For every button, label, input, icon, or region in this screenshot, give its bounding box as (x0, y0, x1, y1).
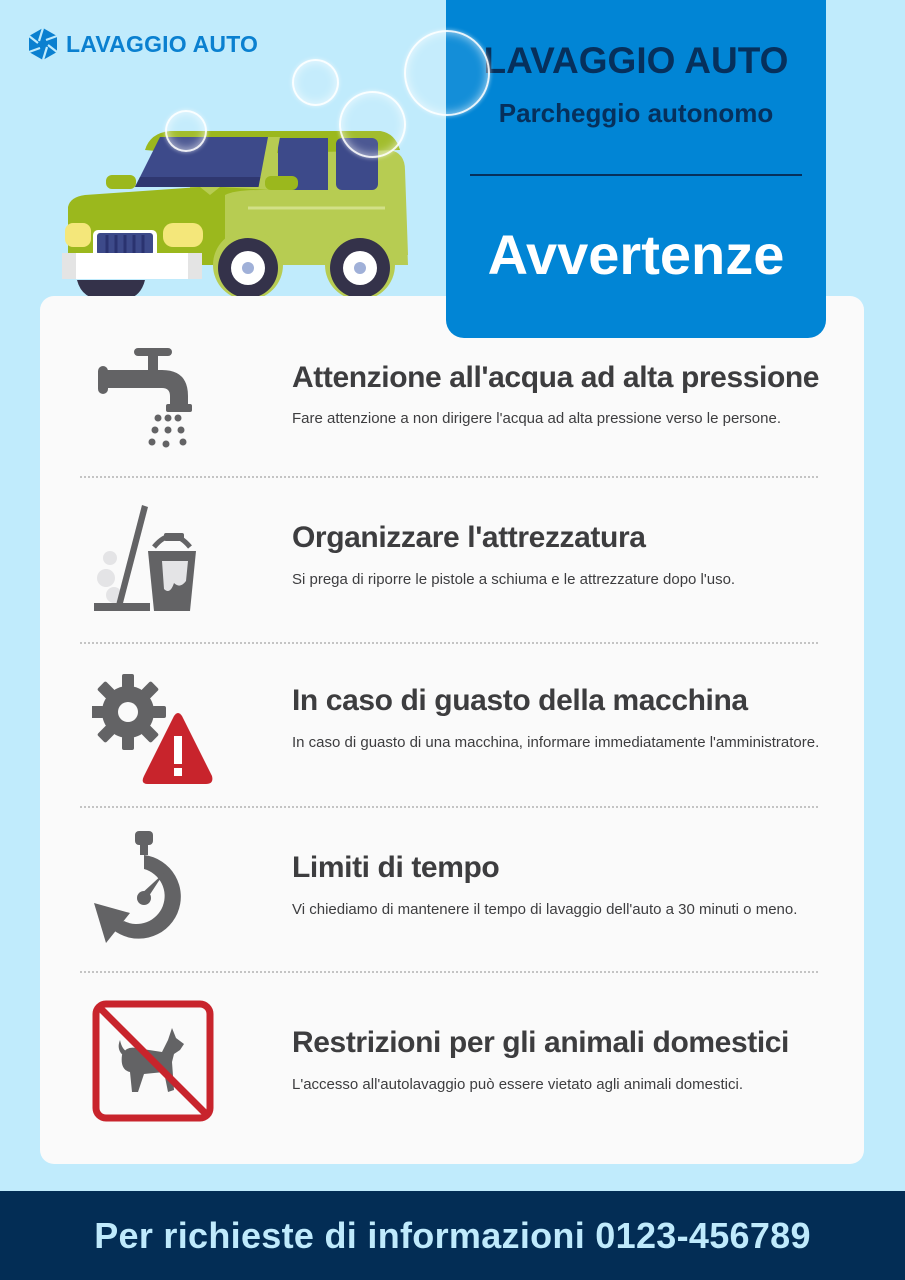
warning-title: Restrizioni per gli animali domestici (292, 1026, 789, 1059)
mop-bucket-icon (92, 503, 217, 628)
contact-footer (0, 1191, 905, 1280)
dotted-divider (80, 806, 818, 808)
water-tap-icon (92, 348, 217, 473)
title-panel (446, 0, 826, 338)
warning-title: Limiti di tempo (292, 851, 500, 884)
stopwatch-icon (92, 831, 217, 956)
warning-title: In caso di guasto della macchina (292, 684, 748, 717)
warning-item (40, 326, 864, 476)
dotted-divider (80, 971, 818, 973)
warning-description: In caso di guasto di una macchina, informare immediatamente l'amministratore. (292, 734, 820, 751)
bubble-decoration (292, 59, 339, 106)
warning-title: Organizzare l'attrezzatura (292, 521, 646, 554)
title-divider (470, 174, 802, 176)
no-pets-icon (92, 1000, 217, 1125)
title-subtitle: Parcheggio autonomo (498, 98, 774, 128)
warning-title: Attenzione all'acqua ad alta pressione (292, 361, 820, 394)
warning-item (40, 656, 864, 806)
title-brand: LAVAGGIO AUTO (483, 40, 789, 81)
dotted-divider (80, 476, 818, 478)
warning-description: Fare attenzione a non dirigere l'acqua ad alta pressione verso le persone. (292, 410, 782, 427)
brand-logo (26, 27, 258, 61)
warnings-card (40, 296, 864, 1164)
gear-warning-icon (92, 670, 217, 795)
warning-item (40, 986, 864, 1136)
contact-info: Per richieste di informazioni 0123-456789 (94, 1214, 811, 1256)
warning-description: Si prega di riporre le pistole a schiuma e le attrezzature dopo l'uso. (292, 571, 736, 588)
bubble-decoration (165, 110, 207, 152)
page-title: Avvertenze (487, 223, 785, 286)
warning-item (40, 491, 864, 641)
bubble-decoration (339, 91, 406, 158)
bubble-decoration (404, 30, 490, 116)
warning-item (40, 821, 864, 971)
dotted-divider (80, 642, 818, 644)
warning-description: Vi chiediamo di mantenere il tempo di lavaggio dell'auto a 30 minuti o meno. (292, 901, 798, 918)
warning-description: L'accesso all'autolavaggio può essere vietato agli animali domestici. (292, 1076, 743, 1093)
hexagon-aperture-icon (26, 27, 60, 61)
brand-name: LAVAGGIO AUTO (66, 30, 259, 57)
